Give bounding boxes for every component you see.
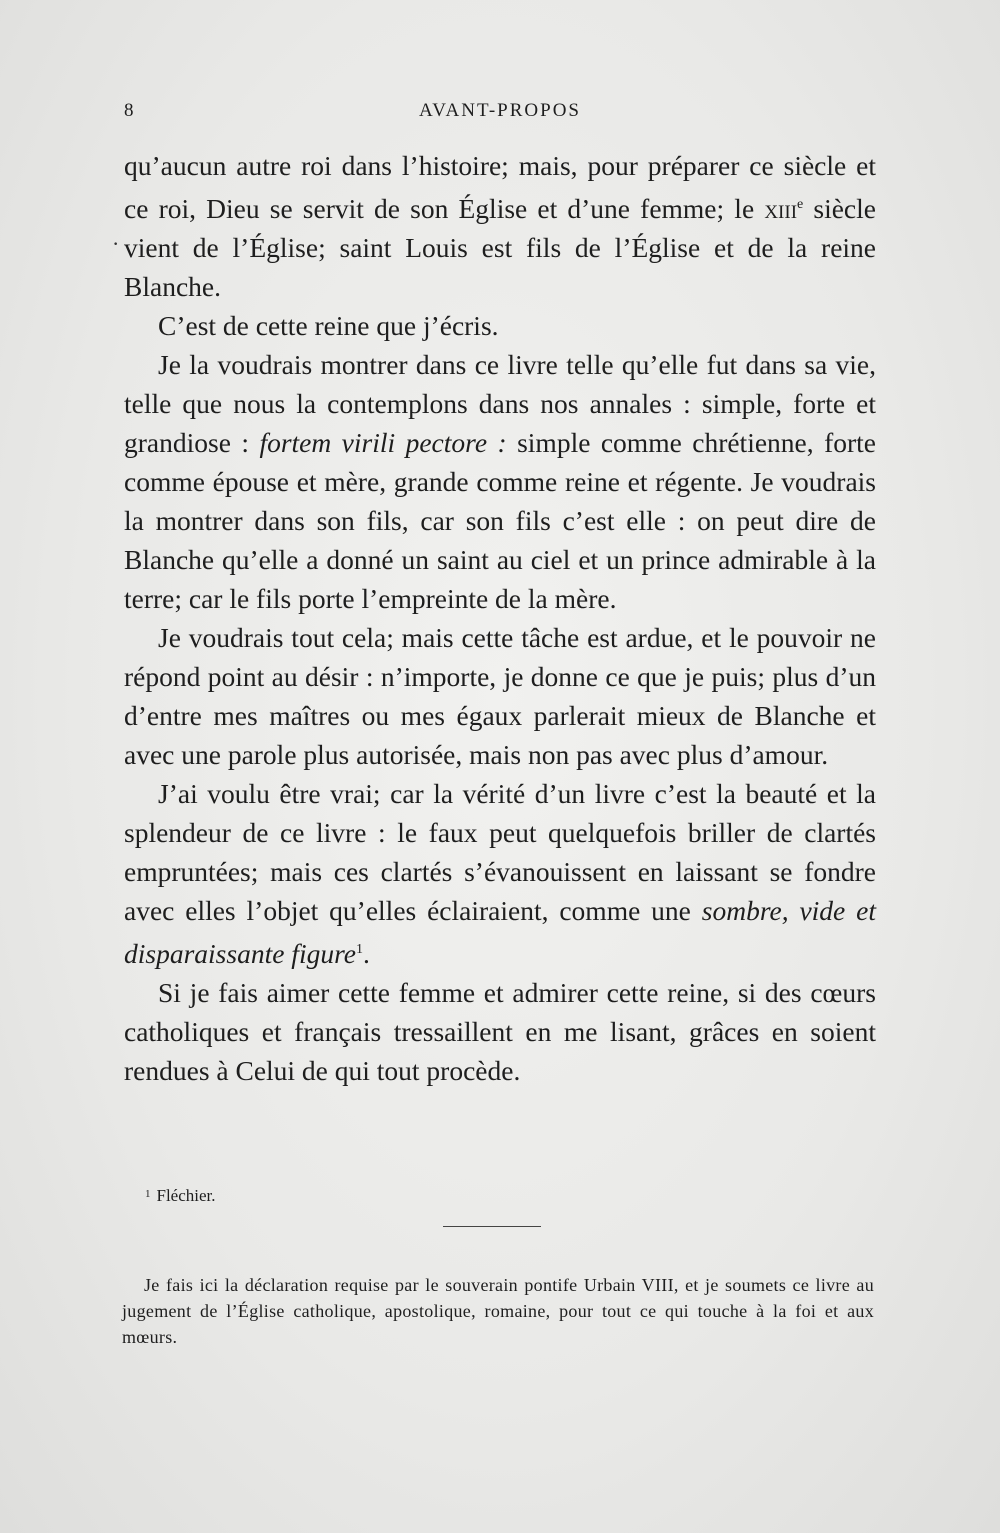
paragraph-1 [124, 146, 876, 306]
paragraph-3-part-a: Je la voudrais montrer dans ce livre telle qu’elle fut dans sa vie, telle que nous la contemplons dans nos annales : simple, forte et grandiose : [124, 349, 876, 459]
paragraph-5-part-a: J’ai voulu être vrai; car la vérité d’un livre c’est la beauté et la splendeur de ce livre : le faux peut quelquefois briller de clartés empruntées; mais ces clartés s’évanouissent en laissant se fondre avec elles l’objet qu’elles éclairaient, comme une [124, 778, 876, 927]
footnote-marker: 1 [145, 1188, 151, 1200]
paragraph-5 [124, 774, 876, 973]
margin-mark: · [112, 231, 120, 256]
section-divider [443, 1226, 541, 1227]
paragraph-1-part-a: qu’aucun autre roi dans l’histoire; mais, pour préparer ce siècle et ce roi, Dieu se servit de son Église et d’une femme; le [124, 150, 876, 225]
footnote-text: Fléchier. [156, 1186, 216, 1205]
declaration [122, 1272, 874, 1350]
latin-quote: fortem virili pectore : [259, 427, 507, 459]
century-numeral: xiii [764, 193, 798, 225]
paragraph-6: Si je fais aimer cette femme et admirer cette reine, si des cœurs catholiques et français tressaillent en me lisant, grâces en soient rendues à Celui de qui tout procède. [124, 977, 876, 1087]
quoted-figure: sombre, vide et disparaissante figure [124, 895, 876, 970]
declaration-text: Je fais ici la déclaration requise par le souverain pontife Urbain VIII, et je soumets ce livre au jugement de l’Église catholique, apostolique, romaine, pour tout ce qui touche à la foi et aux mœurs. [122, 1275, 874, 1347]
running-head [124, 100, 876, 130]
paragraph-4: Je voudrais tout cela; mais cette tâche est ardue, et le pouvoir ne répond point au désir : n’importe, je donne ce que je puis; plus d’un d’entre mes maîtres ou mes égaux parlerait mieux de Blanche et avec une parole plus autorisée, mais non pas avec plus d’amour. [124, 622, 876, 771]
page-number: 8 [124, 100, 136, 121]
footnote [145, 1182, 216, 1208]
paragraph-2: C’est de cette reine que j’écris. [158, 310, 499, 342]
paragraph-5-part-b: . [362, 938, 370, 970]
running-title: AVANT-PROPOS [419, 100, 581, 121]
body-text [124, 146, 876, 1090]
century-suffix: e [797, 197, 804, 212]
footnote-reference: 1 [355, 942, 363, 958]
paragraph-3 [124, 345, 876, 618]
paragraph-1-part-b: siècle vient de l’Église; saint Louis est fils de l’Église et de la reine Blanche. [124, 193, 876, 303]
paragraph-3-part-b: simple comme chrétienne, forte comme épouse et mère, grande comme reine et régente. Je voudrais la montrer dans son fils, car son fils c’est elle : on peut dire de Blanche qu’elle a donné un saint au ciel et un prince admirable à la terre; car le fils porte l’empreinte de la mère. [124, 427, 876, 615]
